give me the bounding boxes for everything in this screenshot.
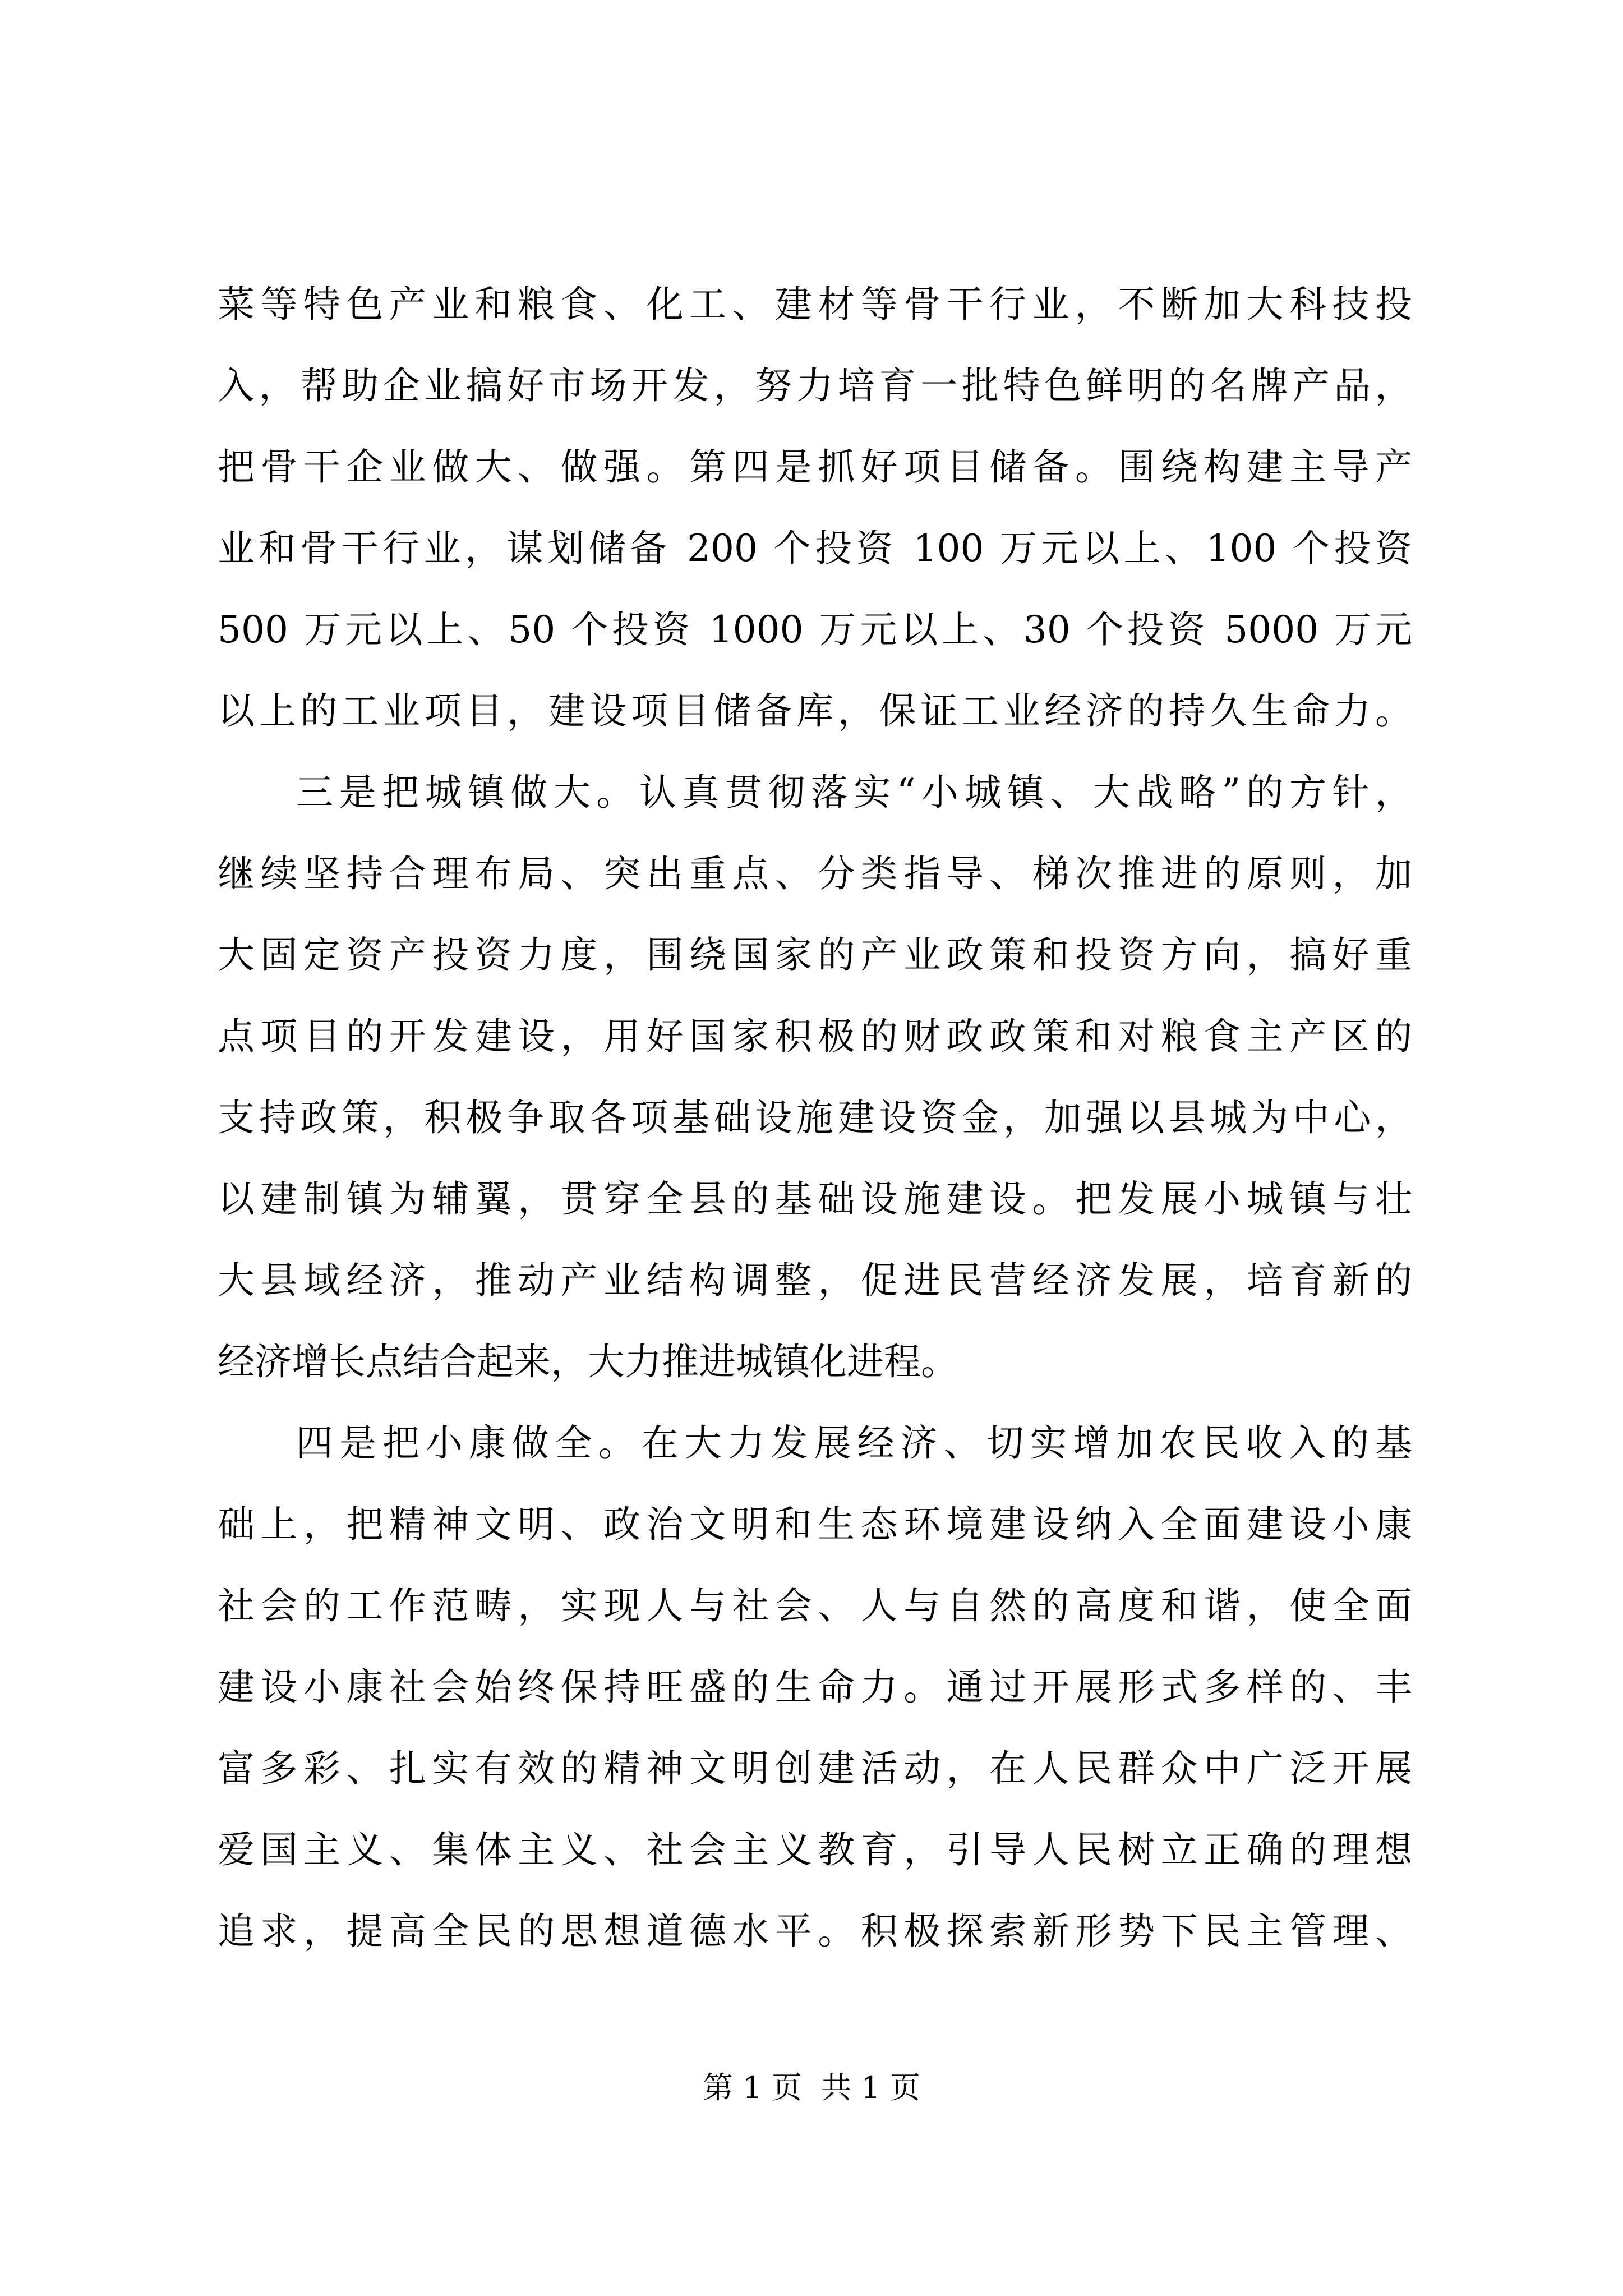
- page-footer: 第 1 页 共 1 页: [703, 2070, 920, 2105]
- text-line: 础上，把精神文明、政治文明和生态环境建设纳入全面建设小康: [218, 1503, 1412, 1546]
- text-line: 菜等特色产业和粮食、化工、建材等骨干行业，不断加大科技投: [218, 283, 1412, 326]
- text-line: 富多彩、扎实有效的精神文明创建活动，在人民群众中广泛开展: [218, 1747, 1412, 1790]
- text-line: 建设小康社会始终保持旺盛的生命力。通过开展形式多样的、丰: [218, 1665, 1412, 1709]
- text-line: 以建制镇为辅翼，贯穿全县的基础设施建设。把发展小城镇与壮: [218, 1177, 1412, 1221]
- text-line: 继续坚持合理布局、突出重点、分类指导、梯次推进的原则，加: [218, 852, 1412, 895]
- text-line: 支持政策，积极争取各项基础设施建设资金，加强以县城为中心，: [218, 1096, 1412, 1139]
- paragraph-end-line: 经济增长点结合起来，大力推进城镇化进程。: [218, 1340, 958, 1383]
- text-line: 把骨干企业做大、做强。第四是抓好项目储备。围绕构建主导产: [218, 445, 1412, 489]
- paragraph-start-line: 三是把城镇做大。认真贯彻落实“小城镇、大战略”的方针，: [296, 771, 1412, 814]
- text-line: 以上的工业项目，建设项目储备库，保证工业经济的持久生命力。: [218, 689, 1412, 733]
- body-text: [218, 264, 1412, 1972]
- text-line: 业和骨干行业，谋划储备 200 个投资 100 万元以上、100 个投资: [218, 527, 1412, 570]
- text-line: 大固定资产投资力度，围绕国家的产业政策和投资方向，搞好重: [218, 933, 1412, 977]
- text-line: 点项目的开发建设，用好国家积极的财政政策和对粮食主产区的: [218, 1015, 1412, 1058]
- text-line: 爱国主义、集体主义、社会主义教育，引导人民树立正确的理想: [218, 1828, 1412, 1871]
- text-line: 社会的工作范畴，实现人与社会、人与自然的高度和谐，使全面: [218, 1584, 1412, 1627]
- text-line: 追求，提高全民的思想道德水平。积极探索新形势下民主管理、: [218, 1910, 1412, 1953]
- paragraph-start-line: 四是把小康做全。在大力发展经济、切实增加农民收入的基: [296, 1421, 1412, 1465]
- text-line: 入，帮助企业搞好市场开发，努力培育一批特色鲜明的名牌产品，: [218, 364, 1412, 407]
- text-line: 大县域经济，推动产业结构调整，促进民营经济发展，培育新的: [218, 1259, 1412, 1302]
- text-line: 500 万元以上、50 个投资 1000 万元以上、30 个投资 5000 万元: [218, 608, 1412, 651]
